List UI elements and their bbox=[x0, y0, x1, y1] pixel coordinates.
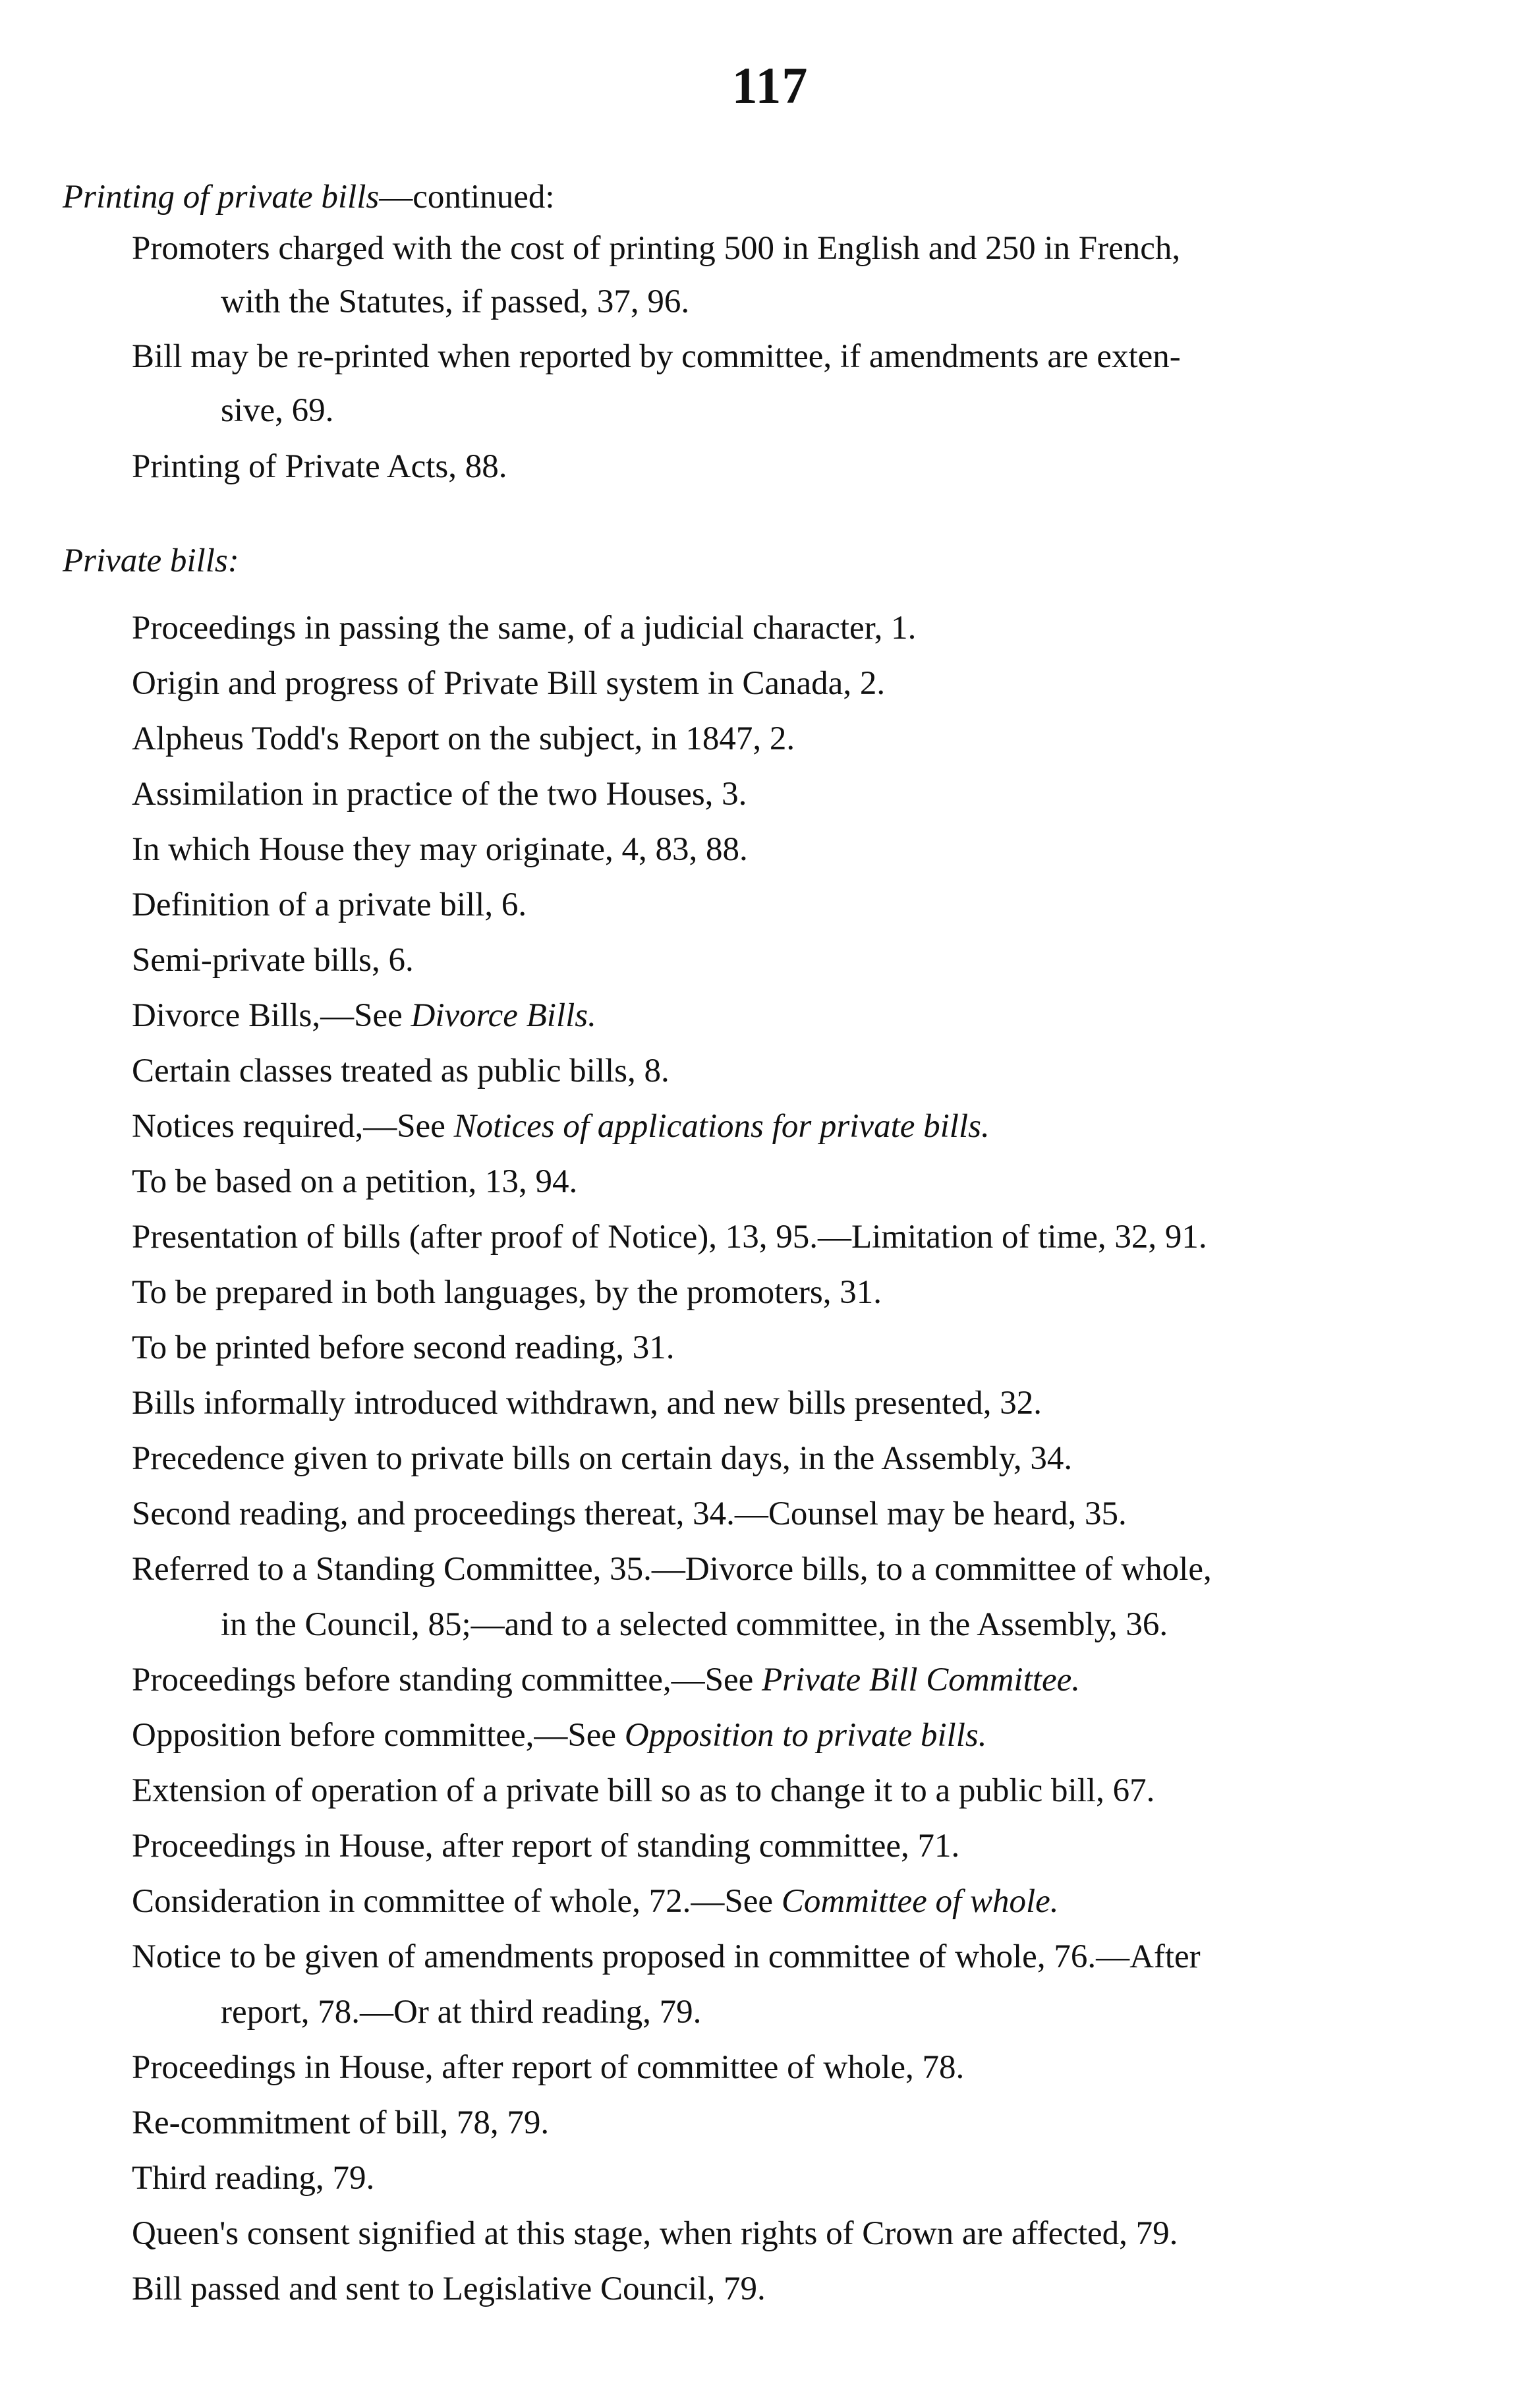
index-entry bbox=[132, 1664, 1080, 1697]
index-entry: Alpheus Todd's Report on the subject, in 1847, 2. bbox=[132, 720, 795, 757]
index-entry: Bill may be re-printed when reported by committee, if amendments are exten- bbox=[132, 338, 1181, 375]
index-entry bbox=[132, 999, 596, 1033]
index-entry: Semi-private bills, 6. bbox=[132, 942, 414, 979]
cross-reference: Divorce Bills. bbox=[411, 997, 596, 1034]
index-entry: Proceedings in passing the same, of a judicial character, 1. bbox=[132, 610, 917, 647]
index-entry: Referred to a Standing Committee, 35.—Divorce bills, to a committee of whole, bbox=[132, 1551, 1212, 1588]
entry-text: Opposition before committee,—See bbox=[132, 1717, 625, 1754]
index-entry: To be based on a petition, 13, 94. bbox=[132, 1163, 578, 1200]
index-entry: Proceedings in House, after report of committee of whole, 78. bbox=[132, 2049, 965, 2086]
index-entry: Bill passed and sent to Legislative Council, 79. bbox=[132, 2271, 766, 2307]
index-entry: Certain classes treated as public bills, 8. bbox=[132, 1053, 670, 1089]
cross-reference: Private Bill Committee. bbox=[761, 1662, 1080, 1698]
section-heading-suffix: —continued: bbox=[379, 179, 555, 216]
index-entry: Bills informally introduced withdrawn, and new bills presented, 32. bbox=[132, 1385, 1042, 1422]
cross-reference: Opposition to private bills. bbox=[624, 1717, 987, 1754]
index-entry-continuation: with the Statutes, if passed, 37, 96. bbox=[221, 283, 690, 320]
index-entry: Printing of Private Acts, 88. bbox=[132, 448, 507, 485]
section-heading: Private bills: bbox=[63, 542, 239, 579]
index-entry: Second reading, and proceedings thereat, 34.—Counsel may be heard, 35. bbox=[132, 1495, 1127, 1532]
page-number: 117 bbox=[731, 57, 809, 114]
index-entry bbox=[132, 1110, 990, 1144]
index-entry: Promoters charged with the cost of printing 500 in English and 250 in French, bbox=[132, 230, 1181, 267]
index-entry: Proceedings in House, after report of standing committee, 71. bbox=[132, 1828, 960, 1865]
cross-reference: Committee of whole. bbox=[781, 1883, 1059, 1920]
index-entry: Re-commitment of bill, 78, 79. bbox=[132, 2104, 550, 2141]
cross-reference: Notices of applications for private bills. bbox=[453, 1108, 990, 1145]
index-entry bbox=[132, 1885, 1059, 1919]
index-entry: Precedence given to private bills on certain days, in the Assembly, 34. bbox=[132, 1440, 1073, 1477]
index-entry: In which House they may originate, 4, 83, 88. bbox=[132, 831, 748, 868]
entry-text: Proceedings before standing committee,—See bbox=[132, 1662, 762, 1698]
index-entry: Presentation of bills (after proof of Notice), 13, 95.—Limitation of time, 32, 91. bbox=[132, 1219, 1207, 1256]
index-entry-continuation: sive, 69. bbox=[221, 392, 334, 429]
index-entry: Assimilation in practice of the two Houses, 3. bbox=[132, 776, 747, 813]
index-entry: To be printed before second reading, 31. bbox=[132, 1329, 675, 1366]
entry-text: Consideration in committee of whole, 72.—See bbox=[132, 1883, 782, 1920]
section-heading-text: Printing of private bills bbox=[63, 179, 380, 216]
entry-text: Divorce Bills,—See bbox=[132, 997, 411, 1034]
index-entry: Extension of operation of a private bill so as to change it to a public bill, 67. bbox=[132, 1772, 1155, 1809]
index-entry-continuation: in the Council, 85;—and to a selected committee, in the Assembly, 36. bbox=[221, 1606, 1168, 1643]
index-entry: Queen's consent signified at this stage, when rights of Crown are affected, 79. bbox=[132, 2215, 1178, 2252]
index-entry: To be prepared in both languages, by the promoters, 31. bbox=[132, 1274, 882, 1311]
index-entry: Origin and progress of Private Bill system in Canada, 2. bbox=[132, 665, 886, 702]
index-entry-continuation: report, 78.—Or at third reading, 79. bbox=[221, 1994, 702, 2031]
entry-text: Notices required,—See bbox=[132, 1108, 454, 1145]
index-entry: Third reading, 79. bbox=[132, 2160, 375, 2197]
index-entry bbox=[132, 1719, 987, 1752]
index-entry: Notice to be given of amendments proposed in committee of whole, 76.—After bbox=[132, 1938, 1201, 1975]
index-entry: Definition of a private bill, 6. bbox=[132, 886, 527, 923]
section-heading bbox=[63, 178, 555, 216]
